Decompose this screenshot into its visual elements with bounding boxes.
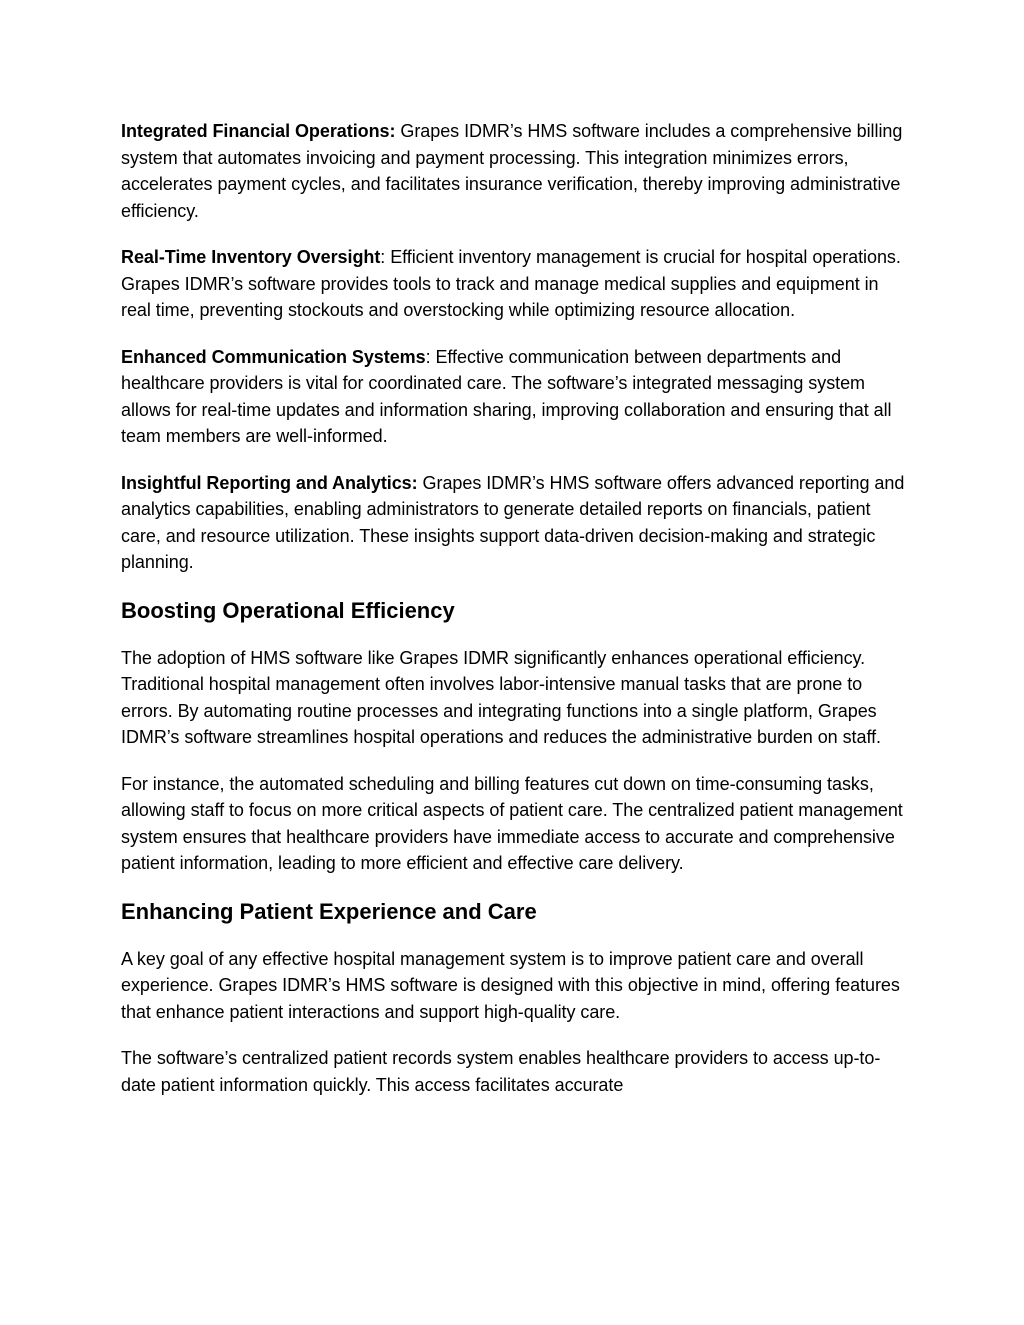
- feature-label: Enhanced Communication Systems: [121, 346, 426, 367]
- feature-label: Real-Time Inventory Oversight: [121, 247, 381, 267]
- feature-paragraph-inventory: [121, 244, 906, 324]
- body-paragraph: For instance, the automated scheduling and billing features cut down on time-consuming tasks, allowing staff to focus on more critical aspects of patient care. The centralized patient management system ensures that healthcare providers have immediate access to accurate and comprehensive patient information, leading to more efficient and effective care delivery.: [121, 773, 903, 873]
- section-heading-patient-experience: Enhancing Patient Experience and Care: [121, 898, 537, 924]
- body-paragraph: A key goal of any effective hospital management system is to improve patient care and overall experience. Grapes IDMR’s HMS software is designed with this objective in mind, offering features that enhance patient interactions and support high-quality care.: [121, 948, 900, 1022]
- feature-text: Grapes IDMR’s HMS software includes a comprehensive billing system that automates invoicing and payment processing. This integration minimizes errors, accelerates payment cycles, and facilitates insurance verification, thereby improving administrative efficiency.: [121, 121, 903, 221]
- feature-text: : Effective communication between departments and healthcare providers is vital for coordinated care. The software’s integrated messaging system allows for real-time updates and information sharing, improving collaboration and ensuring that all team members are well-informed.: [121, 346, 892, 446]
- feature-paragraph-financial: [121, 118, 906, 224]
- body-paragraph: The software’s centralized patient records system enables healthcare providers to access up-to-date patient information quickly. This access facilitates accurate: [121, 1048, 881, 1095]
- feature-label: Integrated Financial Operations:: [121, 121, 396, 141]
- feature-text: Grapes IDMR’s HMS software offers advanced reporting and analytics capabilities, enabling administrators to generate detailed reports on financials, patient care, and resource utilization. These insights support data-driven decision-making and strategic planning.: [121, 472, 905, 572]
- feature-paragraph-communication: [121, 344, 906, 450]
- feature-label: Insightful Reporting and Analytics:: [121, 472, 418, 493]
- section-heading-operational-efficiency: Boosting Operational Efficiency: [121, 597, 455, 623]
- feature-paragraph-reporting: [121, 470, 906, 576]
- document-page: [121, 118, 906, 1118]
- feature-text: : Efficient inventory management is crucial for hospital operations. Grapes IDMR’s software provides tools to track and manage medical supplies and equipment in real time, preventing stockouts and overstocking while optimizing resource allocation.: [121, 247, 901, 320]
- body-paragraph: The adoption of HMS software like Grapes IDMR significantly enhances operational efficiency. Traditional hospital management often involves labor-intensive manual tasks that are prone to errors. By automating routine processes and integrating functions into a single platform, Grapes IDMR’s software streamlines hospital operations and reduces the administrative burden on staff.: [121, 647, 881, 747]
